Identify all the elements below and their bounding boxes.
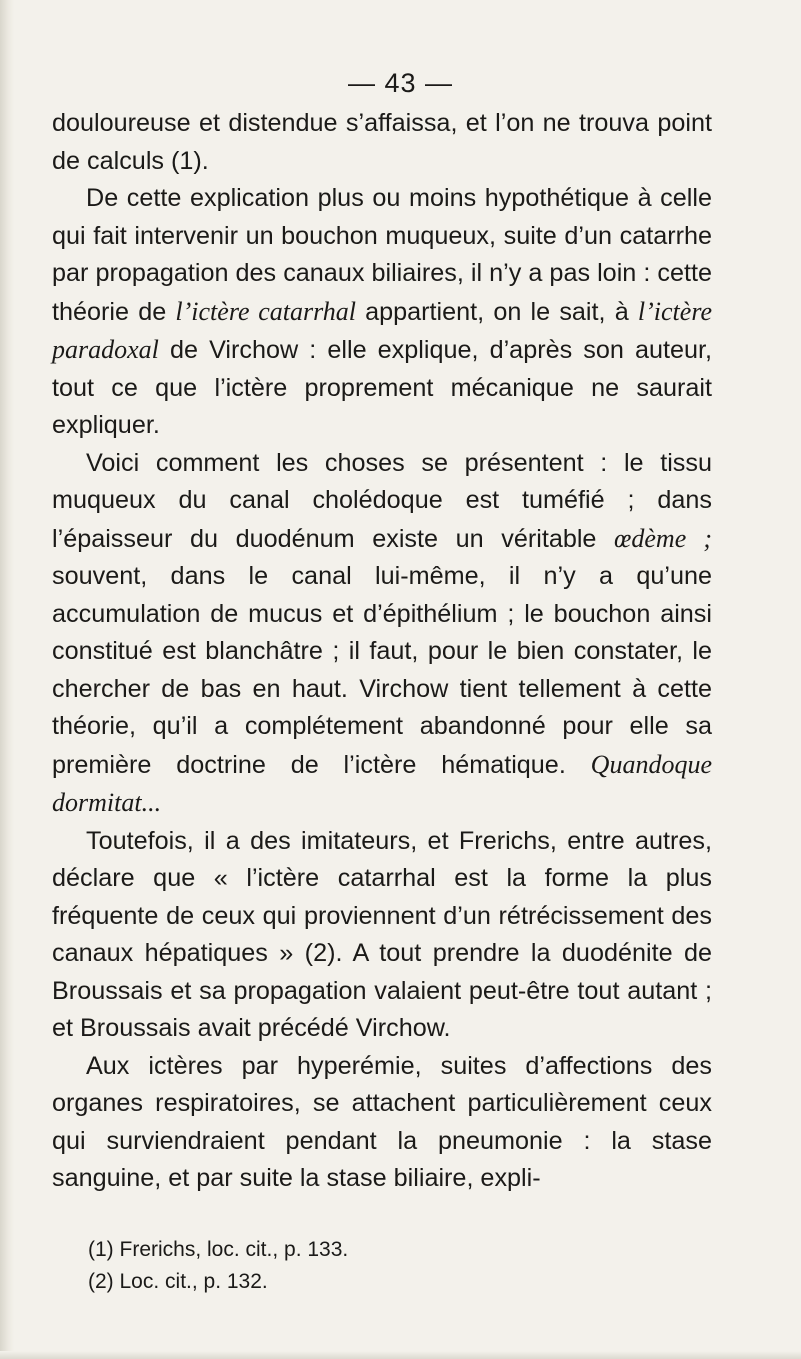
page-bottom-edge [0,1351,801,1359]
paragraph-text: de Virchow : elle explique, d’après son auteur, tout ce que l’ictère proprement mécanique ne saurait expliquer. [52,336,712,439]
paragraph [52,1048,712,1198]
paragraph-text: Toutefois, il a des imitateurs, et Frerichs, entre autres, déclare que « l’ictère catarrhal est la forme la plus fréquente de ceux qui proviennent d’un rétrécissement des canaux hépatiques » (2). A tout prendre la duodénite de Broussais et sa propagation valaient peut-être tout autant ; et Broussais avait précédé Virchow. [52,826,712,1042]
paragraph-text: appartient, on le sait, à [355,297,638,326]
paragraph-text: souvent, dans le canal lui-même, il n’y a qu’une accumulation de mucus et d’épithélium ; le bouchon ainsi constitué est blanchâtre ; il faut, pour le bien constater, le chercher de bas en haut. Virchow tient tellement à cette théorie, qu’il a complétement abandonné pour elle sa première doctrine de l’ictère hématique. [52,562,712,779]
italic-text: Quandoque dormitat... [52,749,712,817]
paragraph [52,823,712,1048]
footnotes [88,1234,348,1298]
paragraph-text: douloureuse et distendue s’affaissa, et l’on ne trouva point de calculs (1). [52,109,712,175]
paragraph [52,105,712,180]
paragraph [52,445,712,823]
italic-text: l’ictère catarrhal [175,296,356,326]
paragraph [52,180,712,445]
body-text [52,105,712,1198]
binding-gutter [0,0,14,1359]
page-number: — 43 — [347,68,454,98]
footnote-1: (1) Frerichs, loc. cit., p. 133. [88,1238,349,1261]
paragraph-text: De cette explication plus ou moins hypothétique à celle qui fait intervenir un bouchon muqueux, suite d’un catarrhe par propagation des canaux biliaires, il n’y a pas loin : cette théorie de [52,184,712,326]
italic-text: œdème ; [614,523,712,553]
footnote-2: (2) Loc. cit., p. 132. [88,1270,268,1293]
italic-text: l’ictère paradoxal [52,296,713,364]
paragraph-text: Aux ictères par hyperémie, suites d’affections des organes respiratoires, se attachent particulièrement ceux qui surviendraient pendant la pneumonie : la stase sanguine, et par suite la stase biliaire, expli- [52,1051,712,1192]
paragraph-text: Voici comment les choses se présentent : le tissu muqueux du canal cholédoque est tuméfié ; dans l’épaisseur du duodénum existe un véritable [52,448,712,553]
